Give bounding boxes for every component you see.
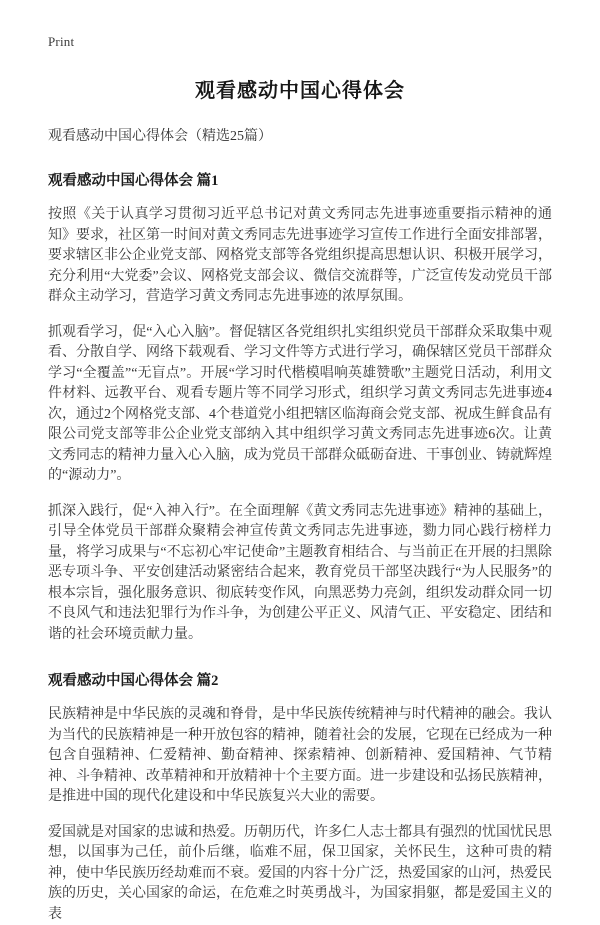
- section-heading-2: 观看感动中国心得体会 篇2: [48, 669, 552, 690]
- section-2-paragraph-1: 民族精神是中华民族的灵魂和脊骨，是中华民族传统精神与时代精神的融会。我认为当代的民族精神是一种开放包容的精神，随着社会的发展，它现在已经成为一种包含自强精神、仁爱精神、勤奋精神、探索精神、创新精神、爱国精神、气节精神、斗争精神、改革精神和开放精神十个主要方面。进一步建设和弘扬民族精神，是推进中国的现代化建设和中华民族复兴大业的需要。: [48, 705, 552, 808]
- section-1-paragraph-3: 抓深入践行，促“入神入行”。在全面理解《黄文秀同志先进事迹》精神的基础上，引导全体党员干部群众聚精会神宣传黄文秀同志先进事迹，勠力同心践行榜样力量，将学习成果与“不忘初心牢记使命”主题教育相结合、与当前正在开展的扫黑除恶专项斗争、平安创建活动紧密结合起来，教育党员干部坚决践行“为人民服务”的根本宗旨，强化服务意识、彻底转变作风，向黑恶势力亮剑，组织发动群众同一切不良风气和违法犯罪行为作斗争，为创建公平正义、风清气正、平安稳定、团结和谐的社会环境贡献力量。: [48, 502, 552, 646]
- section-heading-1: 观看感动中国心得体会 篇1: [48, 169, 552, 190]
- page-subtitle: 观看感动中国心得体会（精选25篇）: [48, 125, 552, 145]
- page-title: 观看感动中国心得体会: [48, 74, 552, 103]
- section-1-paragraph-2: 抓观看学习，促“入心入脑”。督促辖区各党组织扎实组织党员干部群众采取集中观看、分散自学、网络下载观看、学习文件等方式进行学习，确保辖区党员干部群众学习“全覆盖”“无盲点”。开展“学习时代楷模唱响英雄赞歌”主题党日活动，利用文件材料、远教平台、观看专题片等不同学习形式，组织学习黄文秀同志先进事迹4次，通过2个网格党支部、4个巷道党小组把辖区临海商会党支部、祝成生鲜食品有限公司党支部等非公企业党支部纳入其中组织学习黄文秀同志先进事迹6次。让黄文秀同志的精神力量入心入脑，成为党员干部群众砥砺奋进、干事创业、铸就辉煌的“源动力”。: [48, 323, 552, 487]
- print-link[interactable]: Print: [48, 34, 552, 50]
- section-1-paragraph-1: 按照《关于认真学习贯彻习近平总书记对黄文秀同志先进事迹重要指示精神的通知》要求，社区第一时间对黄文秀同志先进事迹学习宣传工作进行全面安排部署，要求辖区非公企业党支部、网格党支部等各党组织提高思想认识、积极开展学习，充分利用“大党委”会议、网格党支部会议、微信交流群等，广泛宣传发动党员干部群众主动学习，营造学习黄文秀同志先进事迹的浓厚氛围。: [48, 205, 552, 308]
- section-2-paragraph-2: 爱国就是对国家的忠诚和热爱。历朝历代，许多仁人志士都具有强烈的忧国忧民思想，以国事为己任，前仆后继，临难不屈，保卫国家，关怀民生，这种可贵的精神，使中华民族历经劫难而不衰。爱国的内容十分广泛，热爱国家的山河，热爱民族的历史，关心国家的命运，在危难之时英勇战斗，为国家捐躯，都是爱国主义的表: [48, 823, 552, 925]
